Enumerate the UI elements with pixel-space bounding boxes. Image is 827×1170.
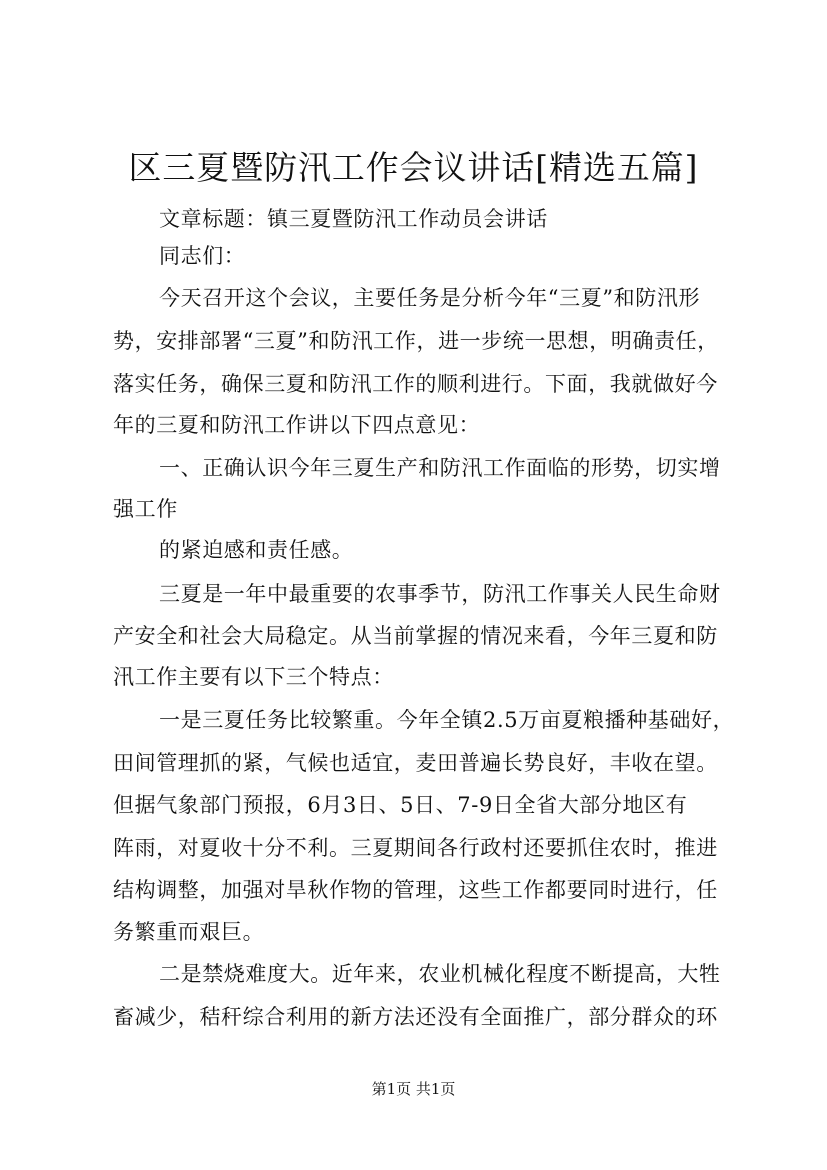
text-line: 一、正确认识今年三夏生产和防汛工作面临的形势，切实增: [159, 456, 721, 480]
text-line: 结构调整，加强对旱秋作物的管理，这些工作都要同时进行，任: [113, 878, 718, 902]
document-title: 区三夏暨防汛工作会议讲话[精选五篇]: [128, 148, 699, 187]
text-line: 落实任务，确保三夏和防汛工作的顺利进行。下面，我就做好今: [113, 372, 718, 396]
text-line: 田间管理抓的紧，气候也适宜，麦田普遍长势良好，丰收在望。: [113, 751, 718, 775]
text-line: 三夏是一年中最重要的农事季节，防汛工作事关人民生命财: [159, 582, 721, 606]
text-line: 务繁重而艰巨。: [113, 920, 265, 944]
text-line: 年的三夏和防汛工作讲以下四点意见：: [113, 413, 481, 437]
text-line: 产安全和社会大局稳定。从当前掌握的情况来看，今年三夏和防: [113, 624, 718, 648]
text-line: 二是禁烧难度大。近年来，农业机械化程度不断提高，大牲: [159, 962, 721, 986]
text-line: 阵雨，对夏收十分不利。三夏期间各行政村还要抓住农时，推进: [113, 836, 718, 860]
text-line: 但据气象部门预报，6月3日、5日、7-9日全省大部分地区有: [113, 793, 688, 817]
text-line: 文章标题：镇三夏暨防汛工作动员会讲话: [159, 207, 548, 231]
text-line: 同志们：: [159, 244, 246, 268]
text-line: 的紧迫感和责任感。: [159, 538, 354, 562]
text-line: 强工作: [113, 497, 178, 521]
text-line: 今天召开这个会议，主要任务是分析今年“三夏”和防汛形: [159, 286, 701, 310]
text-line: 畜减少，秸秆综合利用的新方法还没有全面推广，部分群众的环: [113, 1005, 718, 1029]
text-line: 势，安排部署“三夏”和防汛工作，进一步统一思想，明确责任，: [113, 329, 719, 353]
text-line: 一是三夏任务比较繁重。今年全镇2.5万亩夏粮播种基础好，: [159, 708, 735, 732]
text-line: 汛工作主要有以下三个特点：: [113, 665, 394, 689]
page-footer: 第1页 共1页: [371, 1080, 456, 1098]
